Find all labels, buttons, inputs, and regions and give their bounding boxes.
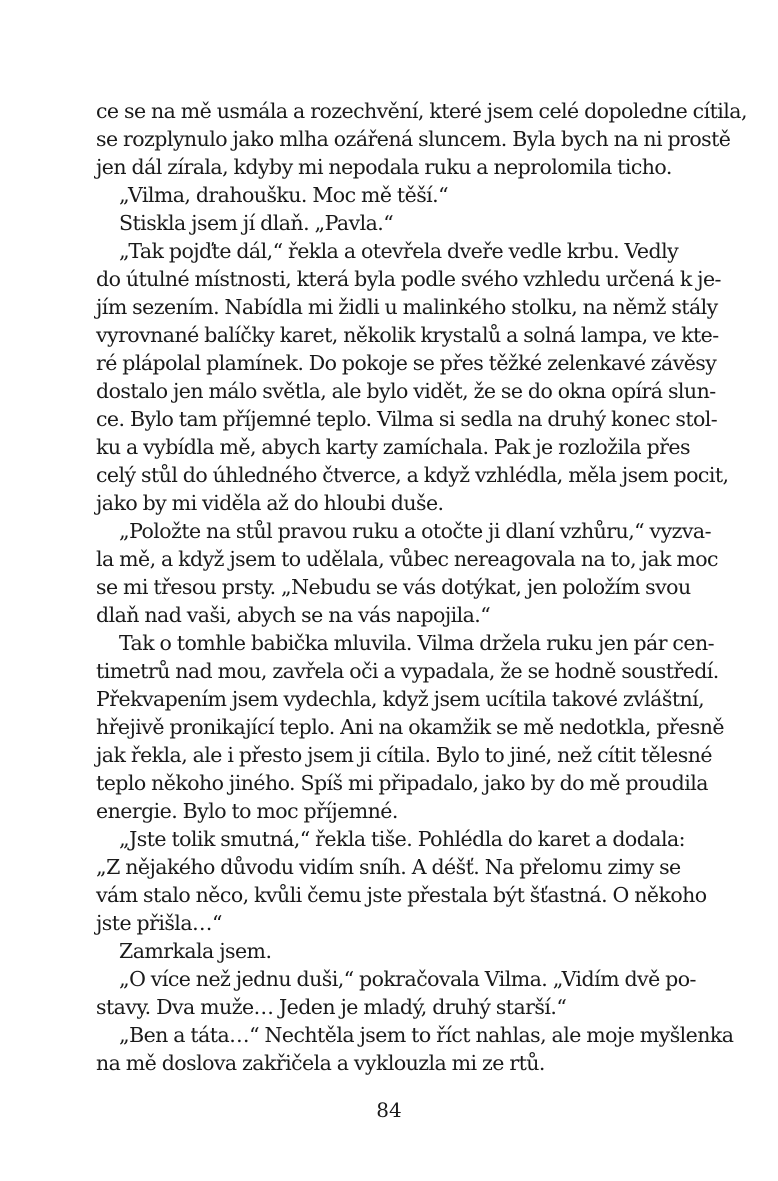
- text-line: ce. Bylo tam příjemné teplo. Vilma si sedla na druhý konec stol-: [96, 407, 718, 431]
- text-line: energie. Bylo to moc příjemné.: [96, 799, 398, 823]
- text-line: vám stalo něco, kvůli čemu jste přestala být šťastná. O někoho: [96, 883, 707, 907]
- text-line: teplo někoho jiného. Spíš mi připadalo, jako by do mě proudila: [96, 771, 708, 795]
- text-line: „Ben a táta…“ Nechtěla jsem to říct nahlas, ale moje myšlenka: [119, 1023, 734, 1047]
- text-line: timetrů nad mou, zavřela oči a vypadala, že se hodně soustředí.: [96, 659, 719, 683]
- body-text: [96, 97, 747, 1077]
- text-line: dostalo jen málo světla, ale bylo vidět, že se do okna opírá slun-: [96, 379, 716, 403]
- text-line: „Vilma, drahoušku. Moc mě těší.“: [119, 183, 449, 207]
- text-line: Tak o tomhle babička mluvila. Vilma držela ruku jen pár cen-: [119, 631, 714, 655]
- page-number: 84: [376, 1098, 402, 1122]
- text-line: „O více než jednu duši,“ pokračovala Vilma. „Vidím dvě po-: [119, 967, 696, 991]
- text-line: jak řekla, ale i přesto jsem ji cítila. Bylo to jiné, než cítit tělesné: [96, 743, 712, 767]
- text-line: Stiskla jsem jí dlaň. „Pavla.“: [119, 211, 394, 235]
- text-line: se rozplynulo jako mlha ozářená sluncem. Byla bych na ni prostě: [96, 127, 731, 151]
- text-line: „Položte na stůl pravou ruku a otočte ji dlaní vzhůru,“ vyzva-: [119, 519, 711, 543]
- text-line: la mě, a když jsem to udělala, vůbec nereagovala na to, jak moc: [96, 547, 718, 571]
- text-line: ré plápolal plamínek. Do pokoje se přes těžké zelenkavé závěsy: [96, 351, 717, 375]
- text-line: Zamrkala jsem.: [119, 939, 272, 963]
- text-line: Překvapením jsem vydechla, když jsem ucítila takové zvláštní,: [96, 687, 705, 711]
- text-line: jako by mi viděla až do hloubi duše.: [96, 491, 444, 515]
- text-line: jste přišla…“: [96, 911, 222, 935]
- text-line: ce se na mě usmála a rozechvění, které jsem celé dopoledne cítila,: [96, 99, 747, 123]
- text-line: se mi třesou prsty. „Nebudu se vás dotýkat, jen položím svou: [96, 575, 691, 599]
- text-line: na mě doslova zakřičela a vyklouzla mi ze rtů.: [96, 1051, 545, 1075]
- text-line: stavy. Dva muže… Jeden je mladý, druhý starší.“: [96, 995, 567, 1019]
- text-line: celý stůl do úhledného čtverce, a když vzhlédla, měla jsem pocit,: [96, 463, 729, 487]
- text-line: do útulné místnosti, která byla podle svého vzhledu určená k je-: [96, 267, 721, 291]
- text-line: jím sezením. Nabídla mi židli u malinkého stolku, na němž stály: [96, 295, 718, 319]
- text-line: ku a vybídla mě, abych karty zamíchala. Pak je rozložila přes: [96, 435, 690, 459]
- text-line: dlaň nad vaši, abych se na vás napojila.“: [96, 603, 491, 627]
- text-line: vyrovnané balíčky karet, několik krystalů a solná lampa, ve kte-: [96, 323, 719, 347]
- text-line: „Z nějakého důvodu vidím sníh. A déšť. Na přelomu zimy se: [96, 855, 681, 879]
- text-line: jen dál zírala, kdyby mi nepodala ruku a neprolomila ticho.: [96, 155, 672, 179]
- text-line: „Jste tolik smutná,“ řekla tiše. Pohlédla do karet a dodala:: [119, 827, 685, 851]
- text-line: hřejivě pronikající teplo. Ani na okamžik se mě nedotkla, přesně: [96, 715, 724, 739]
- text-line: „Tak pojďte dál,“ řekla a otevřela dveře vedle krbu. Vedly: [119, 239, 679, 263]
